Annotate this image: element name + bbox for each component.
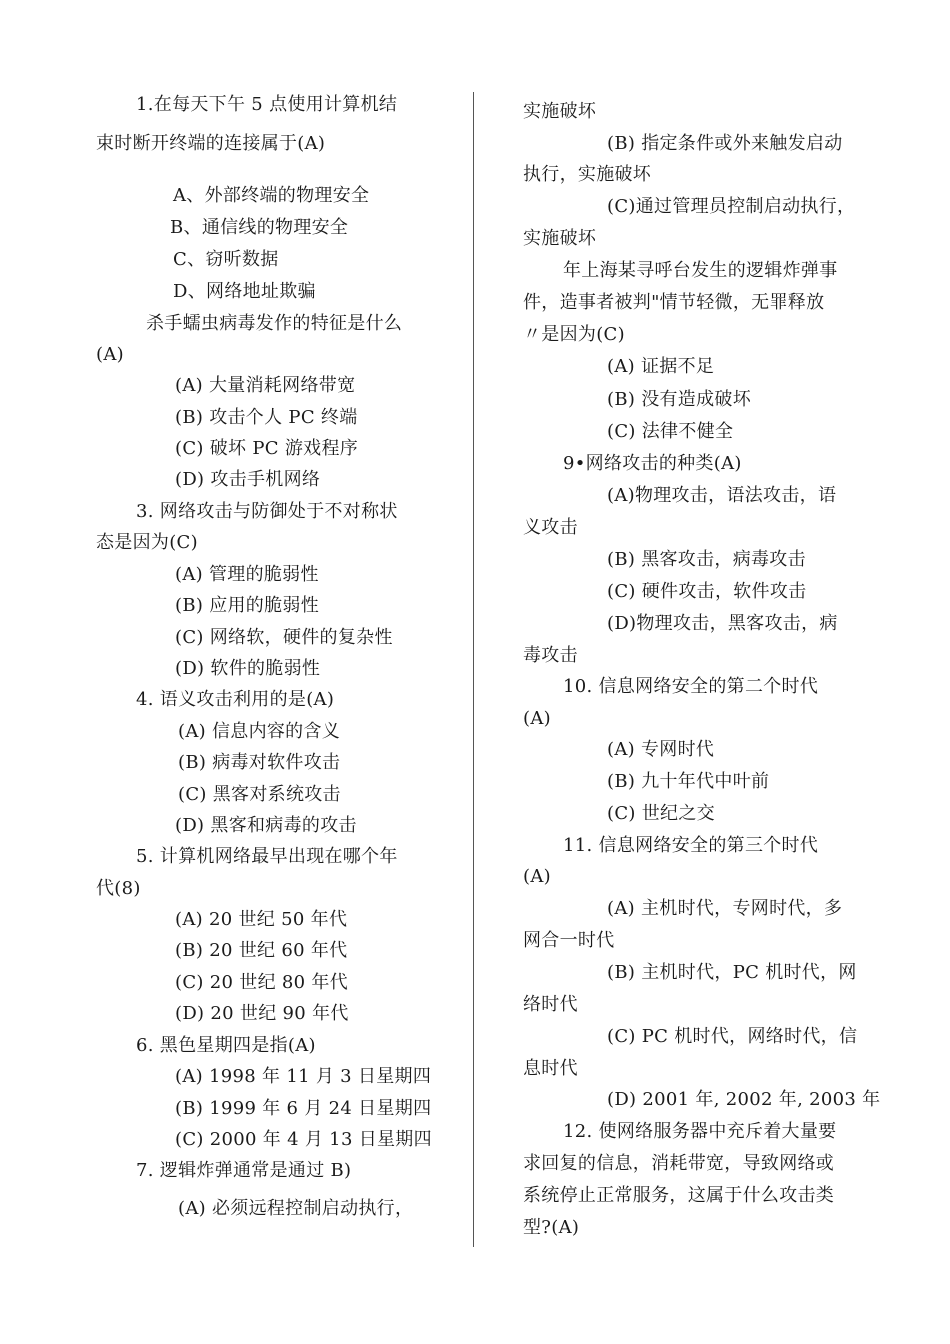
question-4: 4. 语义攻击利用的是(A) (136, 689, 335, 710)
q5-option-c: (C) 20 世纪 80 年代 (175, 972, 349, 993)
q5-option-a: (A) 20 世纪 50 年代 (175, 909, 348, 930)
question-7: 7. 逻辑炸弹通常是通过 B) (136, 1160, 352, 1181)
q6-option-a: (A) 1998 年 11 月 3 日星期四 (175, 1066, 432, 1087)
q4-option-a: (A) 信息内容的含义 (178, 721, 341, 742)
q5-option-d: (D) 20 世纪 90 年代 (175, 1003, 349, 1024)
q8-option-b: (B) 没有造成破坏 (607, 389, 751, 410)
q7-option-a-cont: 实施破坏 (523, 101, 597, 122)
question-2-line-2: (A) (96, 344, 124, 365)
q10-option-c: (C) 世纪之交 (607, 803, 715, 824)
question-12-line-2: 求回复的信息，消耗带宽，导致网络或 (523, 1153, 835, 1174)
question-11-line-2: (A) (523, 866, 551, 887)
q11-option-a-line-2: 网合一时代 (523, 930, 615, 951)
q2-option-c: (C) 破坏 PC 游戏程序 (175, 438, 359, 459)
q11-option-c-line-1: (C) PC 机时代，网络时代，信 (607, 1026, 858, 1047)
q5-option-b: (B) 20 世纪 60 年代 (175, 940, 348, 961)
q3-option-d: (D) 软件的脆弱性 (175, 658, 321, 679)
q1-option-d: D、网络地址欺骗 (173, 281, 316, 302)
q7-option-c-line-2: 实施破坏 (523, 228, 597, 249)
question-1-line-1: 1.在每天下午 5 点使用计算机结 (136, 94, 398, 115)
q8-option-a: (A) 证据不足 (607, 356, 715, 377)
q7-option-b-line-2: 执行，实施破坏 (523, 164, 652, 185)
q7-option-a: (A) 必须远程控制启动执行， (178, 1198, 414, 1219)
q11-option-d: (D) 2001 年, 2002 年, 2003 年 (607, 1089, 881, 1110)
q4-option-b: (B) 病毒对软件攻击 (178, 752, 341, 773)
q2-option-d: (D) 攻击手机网络 (175, 469, 321, 490)
q3-option-c: (C) 网络软，硬件的复杂性 (175, 627, 393, 648)
question-12-line-4: 型?(A) (523, 1217, 580, 1238)
q10-option-a: (A) 专网时代 (607, 739, 715, 760)
q7-option-b-line-1: (B) 指定条件或外来触发启动 (607, 133, 843, 154)
question-10-line-1: 10. 信息网络安全的第二个时代 (563, 676, 819, 697)
q11-option-c-line-2: 息时代 (523, 1058, 578, 1079)
q10-option-b: (B) 九十年代中叶前 (607, 771, 770, 792)
q1-option-a: A、外部终端的物理安全 (173, 185, 370, 206)
q11-option-a-line-1: (A) 主机时代，专网时代，多 (607, 898, 843, 919)
question-8-line-3: 〃是因为(C) (523, 324, 625, 345)
column-divider (473, 92, 474, 1247)
q11-option-b-line-2: 络时代 (523, 994, 578, 1015)
q1-option-c: C、窃听数据 (173, 249, 279, 270)
q9-option-d-line-2: 毒攻击 (523, 645, 578, 666)
q11-option-b-line-1: (B) 主机时代，PC 机时代，网 (607, 962, 857, 983)
question-12-line-1: 12. 使网络服务器中充斥着大量要 (563, 1121, 837, 1142)
question-8-line-1: 年上海某寻呼台发生的逻辑炸弹事 (563, 260, 838, 281)
q4-option-d: (D) 黑客和病毒的攻击 (175, 815, 357, 836)
question-1-line-2: 束时断开终端的连接属于(A) (96, 133, 326, 154)
q9-option-a-line-1: (A)物理攻击，语法攻击，语 (607, 485, 837, 506)
question-3-line-2: 态是因为(C) (96, 532, 198, 553)
q7-option-c-line-1: (C)通过管理员控制启动执行， (607, 196, 856, 217)
question-8-line-2: 件，造事者被判"情节轻微，无罪释放 (523, 292, 825, 313)
question-2-line-1: 杀手蠕虫病毒发作的特征是什么 (146, 313, 403, 334)
q9-option-c: (C) 硬件攻击，软件攻击 (607, 581, 807, 602)
q4-option-c: (C) 黑客对系统攻击 (178, 784, 341, 805)
question-6: 6. 黑色星期四是指(A) (136, 1035, 316, 1056)
q1-option-b: B、通信线的物理安全 (170, 217, 349, 238)
question-3-line-1: 3. 网络攻击与防御处于不对称状 (136, 501, 398, 522)
q2-option-a: (A) 大量消耗网络带宽 (175, 375, 356, 396)
question-9: 9•网络攻击的种类(A) (563, 453, 742, 474)
q9-option-d-line-1: (D)物理攻击，黑客攻击，病 (607, 613, 838, 634)
q3-option-b: (B) 应用的脆弱性 (175, 595, 319, 616)
q2-option-b: (B) 攻击个人 PC 终端 (175, 407, 358, 428)
q3-option-a: (A) 管理的脆弱性 (175, 564, 319, 585)
q6-option-b: (B) 1999 年 6 月 24 日星期四 (175, 1098, 432, 1119)
q9-option-b: (B) 黑客攻击，病毒攻击 (607, 549, 806, 570)
question-5-line-1: 5. 计算机网络最早出现在哪个年 (136, 846, 398, 867)
question-11-line-1: 11. 信息网络安全的第三个时代 (563, 835, 819, 856)
q6-option-c: (C) 2000 年 4 月 13 日星期四 (175, 1129, 432, 1150)
q8-option-c: (C) 法律不健全 (607, 421, 734, 442)
question-10-line-2: (A) (523, 708, 551, 729)
question-12-line-3: 系统停止正常服务，这属于什么攻击类 (523, 1185, 835, 1206)
question-5-line-2: 代(8) (96, 878, 141, 899)
q9-option-a-line-2: 义攻击 (523, 517, 578, 538)
